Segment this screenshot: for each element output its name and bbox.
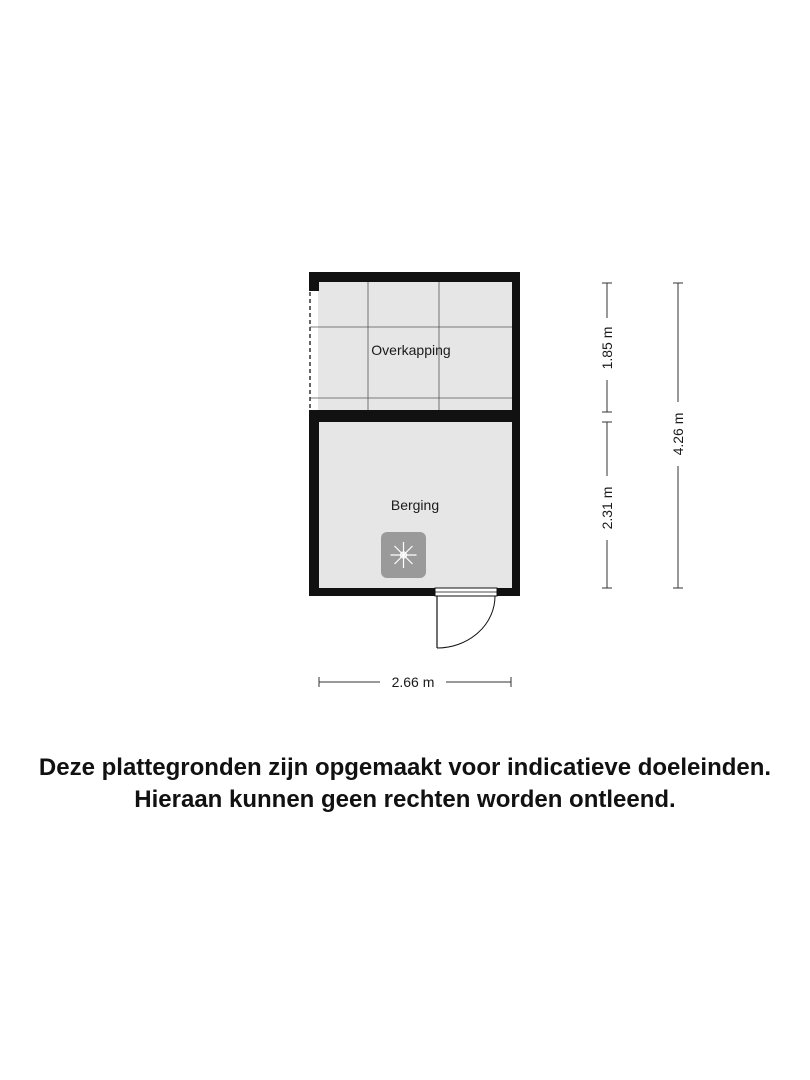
door (435, 588, 497, 648)
disclaimer (0, 752, 810, 816)
room-label-berging: Berging (390, 497, 440, 513)
disclaimer-line-1: Deze plattegronden zijn opgemaakt voor indicatieve doeleinden. (38, 754, 772, 781)
room-label-overkapping: Overkapping (371, 342, 451, 358)
dimension-berging-label: 2.31 m (599, 486, 615, 530)
disclaimer-line-2: Hieraan kunnen geen rechten worden ontleend. (134, 786, 676, 813)
dimension-overkapping-label: 1.85 m (599, 326, 615, 370)
fan-icon (381, 532, 426, 578)
dimension-total-label: 4.26 m (670, 412, 686, 456)
dimension-width-label: 2.66 m (391, 674, 435, 690)
